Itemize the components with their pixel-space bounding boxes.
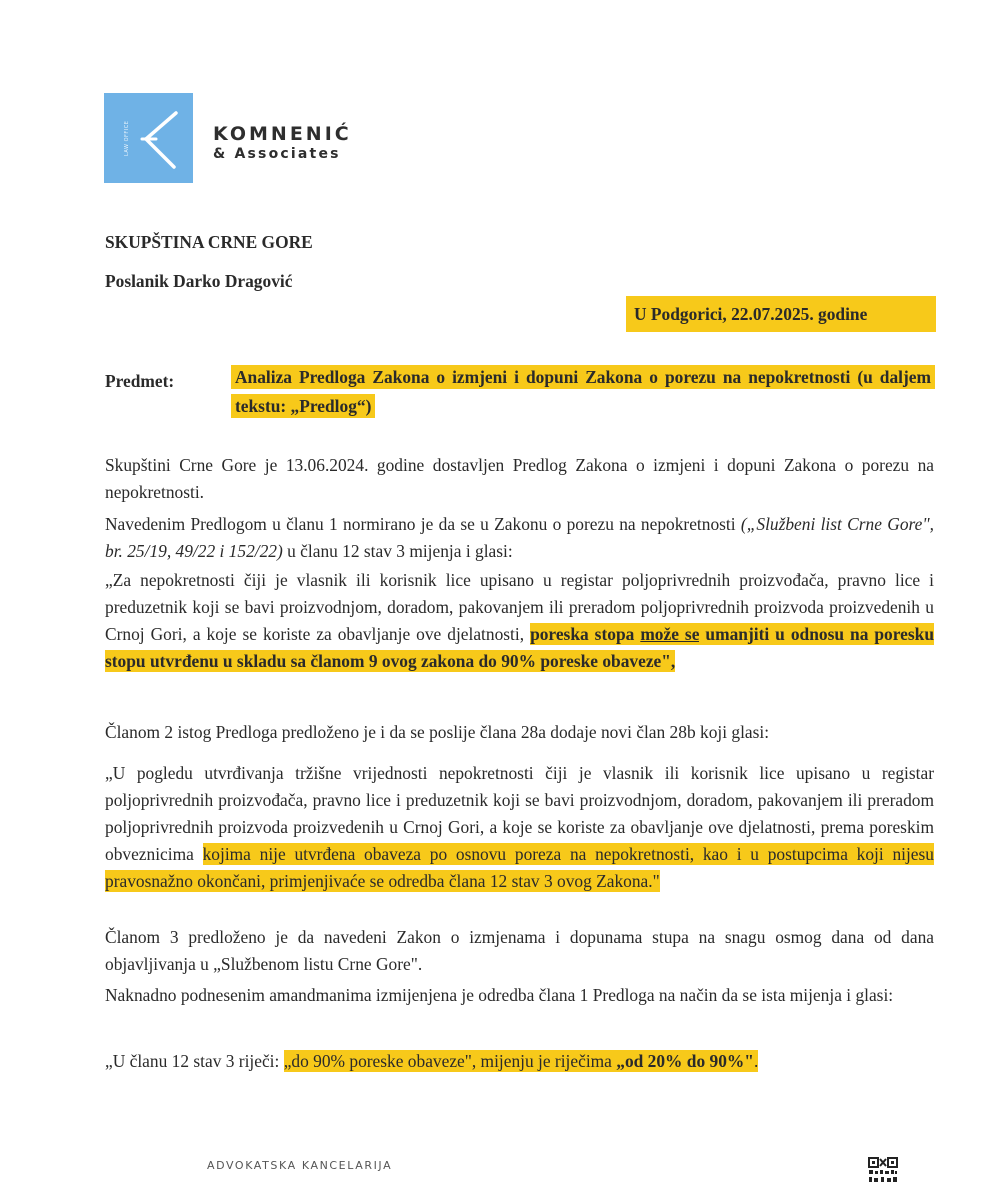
paragraph-article-2: Članom 2 istog Predloga predloženo je i da se poslije člana 28a dodaje novi član 28b koji glasi: <box>105 722 770 742</box>
firm-name: KOMNENIĆ <box>213 123 352 145</box>
qr-code-icon <box>868 1157 898 1184</box>
quote-amendment <box>105 1048 934 1075</box>
k-letter-icon <box>104 93 193 183</box>
subject-text <box>231 363 935 421</box>
quote-article-28b-text: „U pogledu utvrđivanja tržišne vrijednosti nepokretnosti čiji je vlasnik ili korisnik lice upisano u registar poljoprivrednih proizvođača, pravno lice i preduzetnik koji se bavi proizvodnjom, doradom, pakovanjem ili preradom poljoprivrednih proizvoda proizvedenih u Crnoj Gori, a koje se koriste za obavljanje ove djelatnosti, prema poreskim obveznicima <box>105 763 934 864</box>
paragraph-article-3: Članom 3 predloženo je da navedeni Zakon o izmjenama i dopunama stupa na snagu osmog dana od dana objavljivanja u „Službenom listu Crne Gore". <box>105 927 934 974</box>
quote-amendment-highlight: „do 90% poreske obaveze", mijenju je riječima <box>283 1051 617 1071</box>
paragraph-2 <box>105 511 934 565</box>
subject-highlight: Analiza Predloga Zakona o izmjeni i dopuni Zakona o porezu na nepokretnosti (u daljem tekstu: „Predlog“) <box>231 365 935 418</box>
quote-article-12-text: „Za nepokretnosti čiji je vlasnik ili korisnik lice upisano u registar poljoprivrednih proizvođača, pravno lice i preduzetnik koji se bavi proizvodnjom, doradom, pakovanjem ili preradom poljoprivrednih proizvoda proizvedenih u Crnoj Gori, a koje se koriste za obavljanje ove djelatnosti, <box>105 570 934 644</box>
quote-amendment-end: . <box>753 1051 759 1071</box>
recipient-person: Poslanik Darko Dragović <box>105 271 293 291</box>
quote-article-12 <box>105 567 934 675</box>
quote-article-12-highlight-b: umanjiti u odnosu na poresku stopu utvrđenu u skladu sa članom 9 ovog zakona do 90% poreske obaveze", <box>105 624 934 671</box>
subject-label: Predmet: <box>105 371 175 391</box>
footer-label: ADVOKATSKA KANCELARIJA <box>207 1159 393 1172</box>
paragraph-1: Skupštini Crne Gore je 13.06.2024. godine dostavljen Predlog Zakona o izmjeni i dopuni Zakona o porezu na nepokretnosti. <box>105 455 934 502</box>
quote-article-12-underlined: može se <box>640 624 700 644</box>
firm-logo <box>104 93 352 183</box>
quote-amendment-bold: „od 20% do 90%" <box>616 1051 754 1071</box>
recipient-organization: SKUPŠTINA CRNE GORE <box>105 232 313 252</box>
logo-wordmark <box>213 123 352 163</box>
firm-subtitle: & Associates <box>213 146 341 162</box>
quote-article-28b-highlight: kojima nije utvrđena obaveza po osnovu poreza na nepokretnosti, kao i u postupcima koji nijesu pravosnažno okončani, primjenjivaće se odredba člana 12 stav 3 ovog Zakona." <box>105 844 934 891</box>
date-line: U Podgorici, 22.07.2025. godine <box>634 304 868 324</box>
gazette-reference: („Službeni list Crne Gore", br. 25/19, 49/22 i 152/22) <box>105 514 935 561</box>
quote-article-12-highlight-a: poreska stopa <box>530 624 641 644</box>
logo-mark <box>104 93 193 183</box>
paragraph-amendments: Naknadno podnesenim amandmanima izmijenjena je odredba člana 1 Predloga na način da se ista mijenja i glasi: <box>105 985 894 1005</box>
logo-mark-text: LAW OFFICE <box>124 120 130 156</box>
paragraph-2-text-b: u članu 12 stav 3 mijenja i glasi: <box>282 541 513 561</box>
quote-article-28b <box>105 760 934 895</box>
quote-amendment-text: „U članu 12 stav 3 riječi: <box>105 1051 284 1071</box>
paragraph-2-text-a: Navedenim Predlogom u članu 1 normirano je da se u Zakonu o porezu na nepokretnosti <box>105 514 741 534</box>
